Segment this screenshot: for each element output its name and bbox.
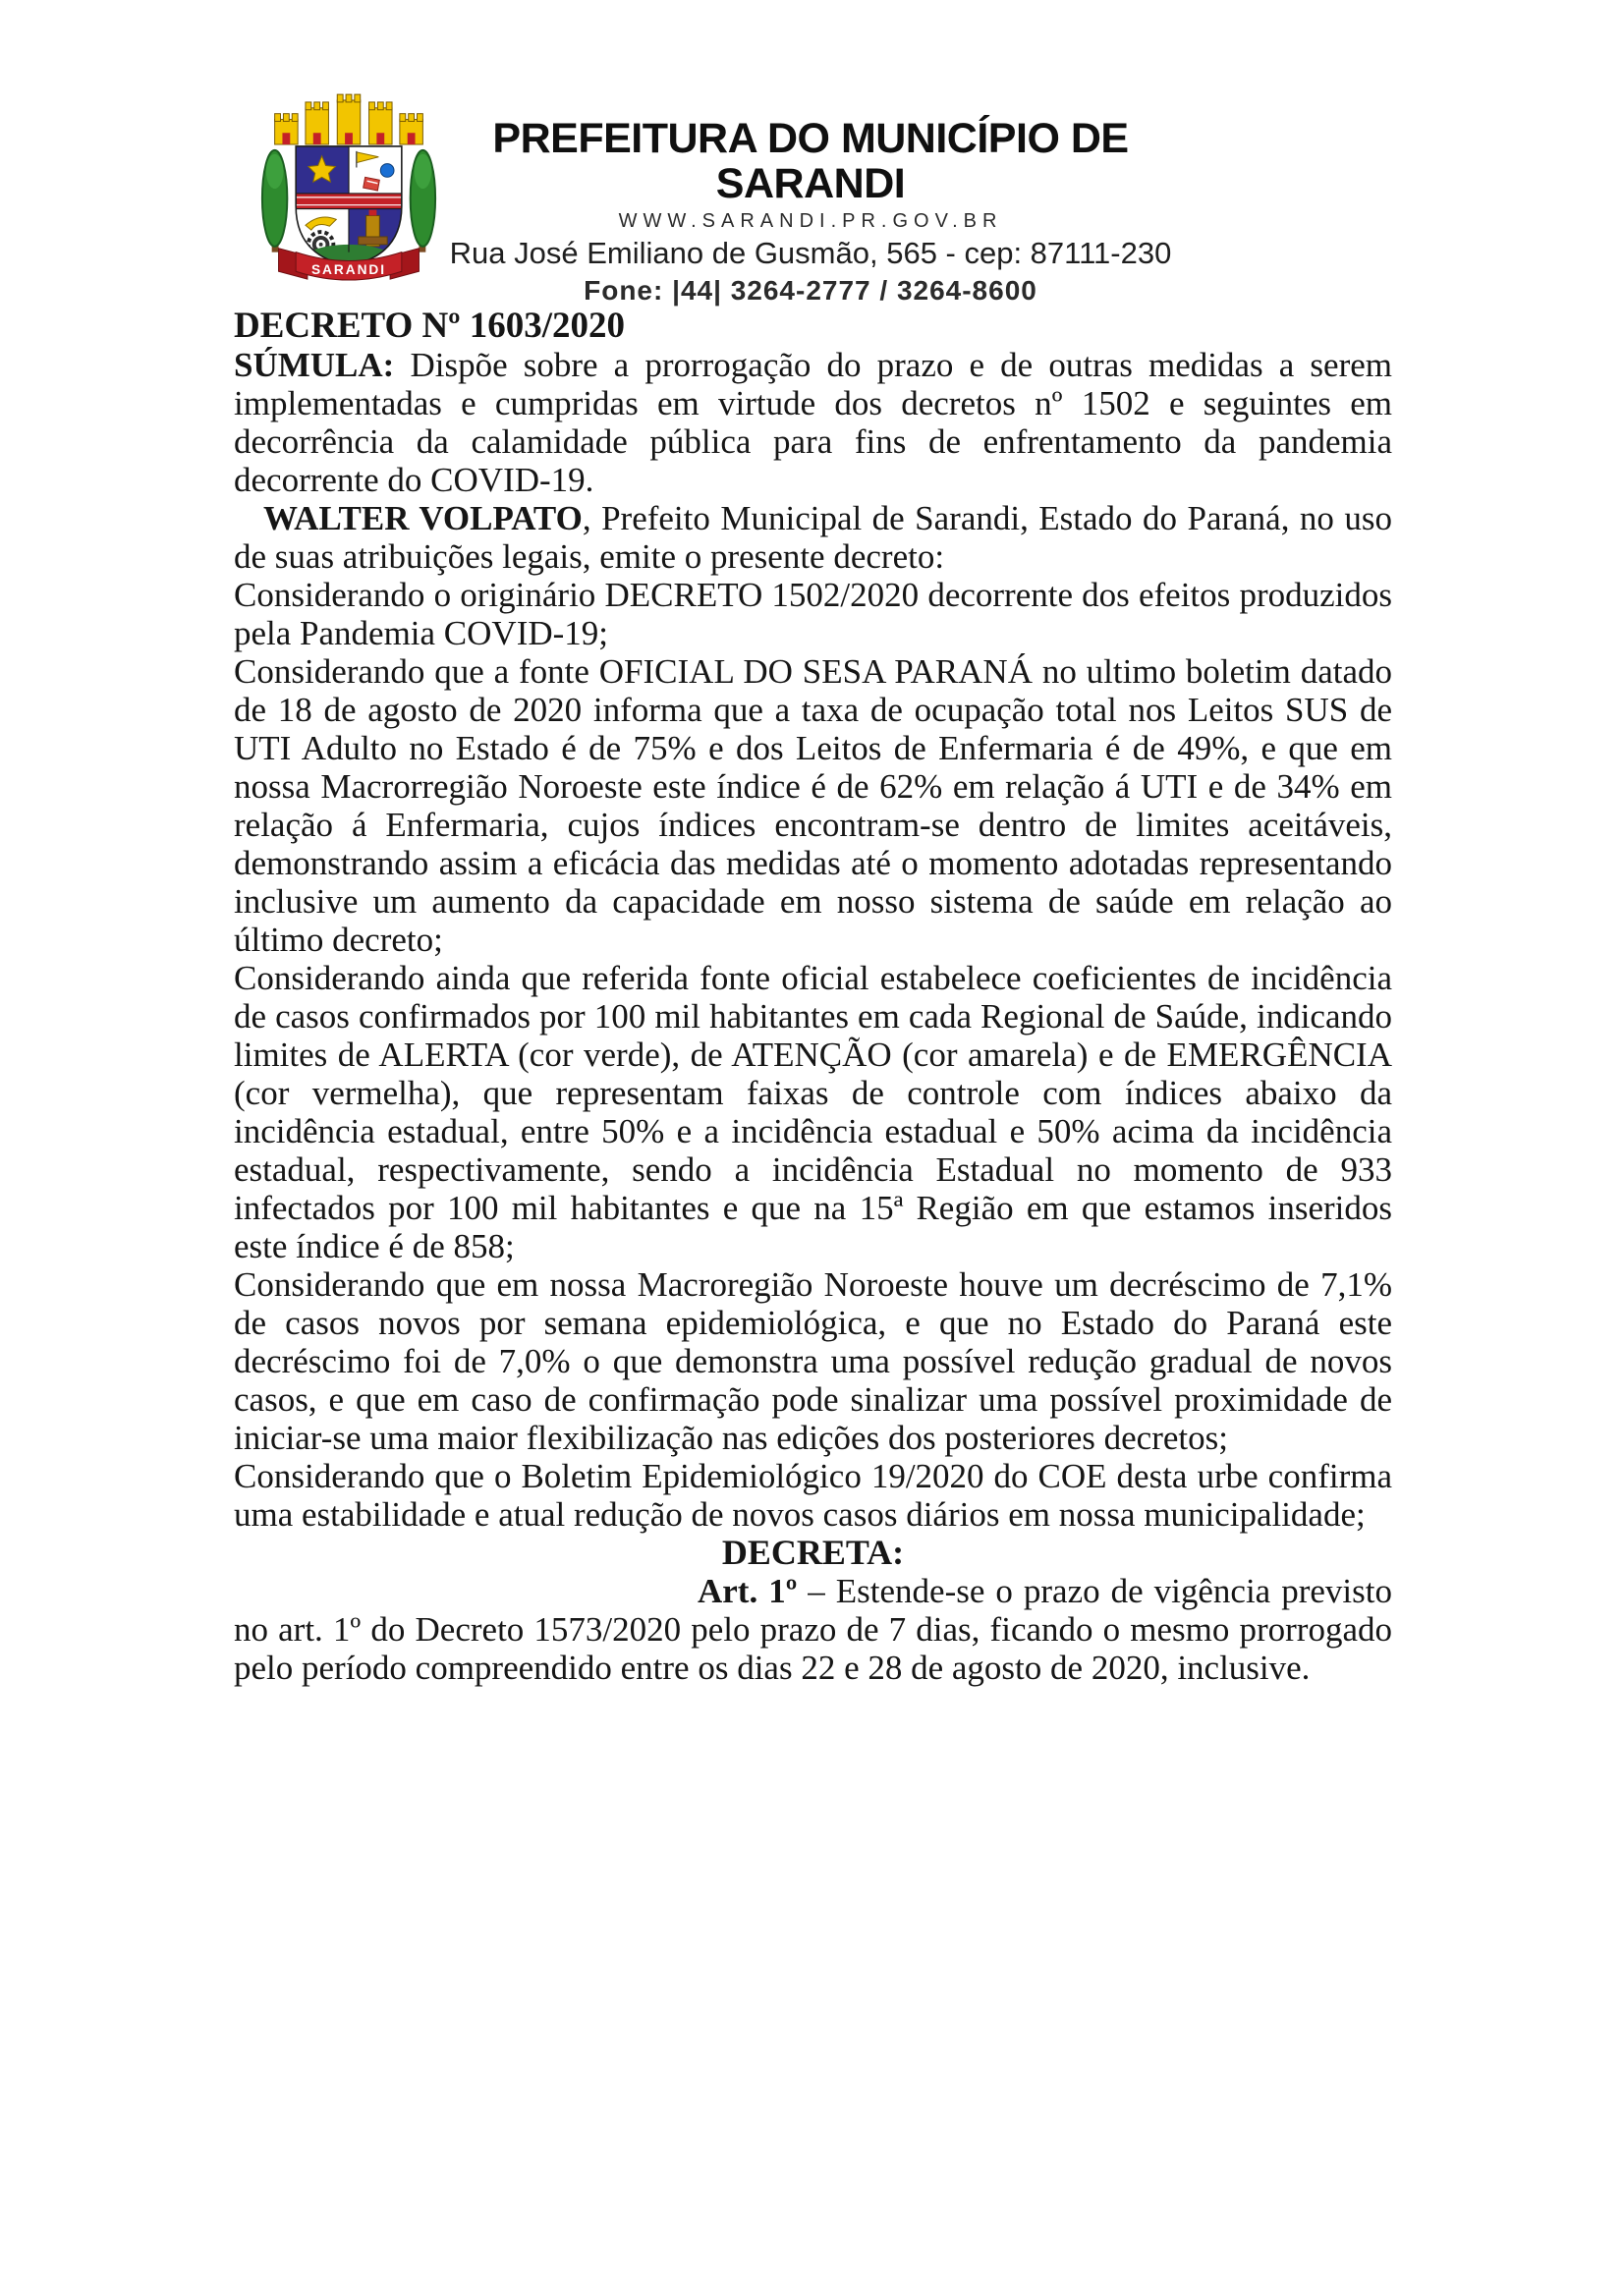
mural-crown-icon [275, 94, 423, 144]
consideration-paragraph: Considerando ainda que referida fonte oficial estabelece coeficientes de incidência de casos confirmados por 100 mil habitantes em cada Regional de Saúde, indicando limites de ALERTA (cor verde), de ATENÇÃO (cor amarela) e de EMERGÊNCIA (cor vermelha), que representam faixas de controle com índices abaixo da incidência estadual, entre 50% e a incidência estadual e 50% acima da incidência estadual, respectivamente, sendo a incidência Estadual no momento de 933 infectados por 100 mil habitantes e que na 15ª Região em que estamos inseridos este índice é de 858; [234, 959, 1392, 1265]
article-1-label: Art. 1º [698, 1572, 798, 1610]
sumula-paragraph [234, 346, 1392, 499]
consideration-paragraph: Considerando o originário DECRETO 1502/2020 decorrente dos efeitos produzidos pela Pandemia COVID-19; [234, 576, 1392, 652]
sumula-text: Dispõe sobre a prorrogação do prazo e de outras medidas a serem implementadas e cumpridas em virtude dos decretos nº 1502 e seguintes em decorrência da calamidade pública para fins de enfrentamento da pandemia decorrente do COVID-19. [234, 346, 1392, 499]
article-1-paragraph [234, 1572, 1392, 1687]
sumula-label: SÚMULA: [234, 346, 395, 384]
letterhead-text [440, 90, 1181, 307]
consideration-paragraph: Considerando que em nossa Macroregião Noroeste houve um decréscimo de 7,1% de casos novos por semana epidemiológica, e que no Estado do Paraná este decréscimo foi de 7,0% o que demonstra uma possível redução gradual de novos casos, e que em caso de confirmação pode sinalizar uma possível proximidade de iniciar-se uma maior flexibilização nas edições dos posteriores decretos; [234, 1265, 1392, 1457]
decreta-heading: DECRETA: [721, 1533, 905, 1572]
consideration-paragraph: Considerando que o Boletim Epidemiológico 19/2020 do COE desta urbe confirma uma estabilidade e atual redução de novos casos diários em nossa municipalidade; [234, 1457, 1392, 1534]
preamble-paragraph [234, 499, 1392, 576]
mayor-name: WALTER VOLPATO [263, 499, 583, 537]
coat-of-arms-icon [257, 90, 440, 291]
consideration-paragraph: Considerando que a fonte OFICIAL DO SESA PARANÁ no ultimo boletim datado de 18 de agosto de 2020 informa que a taxa de ocupação total nos Leitos SUS de UTI Adulto no Estado é de 75% e dos Leitos de Enfermaria é de 49%, e que em nossa Macrorregião Noroeste este índice é de 62% em relação á UTI e de 34% em relação á Enfermaria, cujos índices encontram-se dentro de limites aceitáveis, demonstrando assim a eficácia das medidas até o momento adotadas representando inclusive um aumento da capacidade em nosso sistema de saúde em relação ao último decreto; [234, 652, 1392, 959]
phone-line: Fone: |44| 3264-2777 / 3264-8600 [584, 275, 1037, 306]
address-line: Rua José Emiliano de Gusmão, 565 - cep: 87111-230 [449, 236, 1172, 270]
website-url: WWW.SARANDI.PR.GOV.BR [618, 210, 1003, 232]
letterhead [257, 90, 1181, 307]
article-1-text: – Estende-se o prazo de vigência previsto no art. 1º do Decreto 1573/2020 pelo prazo de 7 dias, ficando o mesmo prorrogado pelo período compreendido entre os dias 22 e 28 de agosto de 2020, inclusive. [234, 1572, 1392, 1687]
preamble-text: , Prefeito Municipal de Sarandi, Estado do Paraná, no uso de suas atribuições legais, emite o presente decreto: [234, 499, 1392, 576]
org-name: PREFEITURA DO MUNICÍPIO DE SARANDI [492, 115, 1129, 207]
decree-title: DECRETO Nº 1603/2020 [234, 306, 626, 346]
logo-banner-text: SARANDI [310, 262, 387, 278]
